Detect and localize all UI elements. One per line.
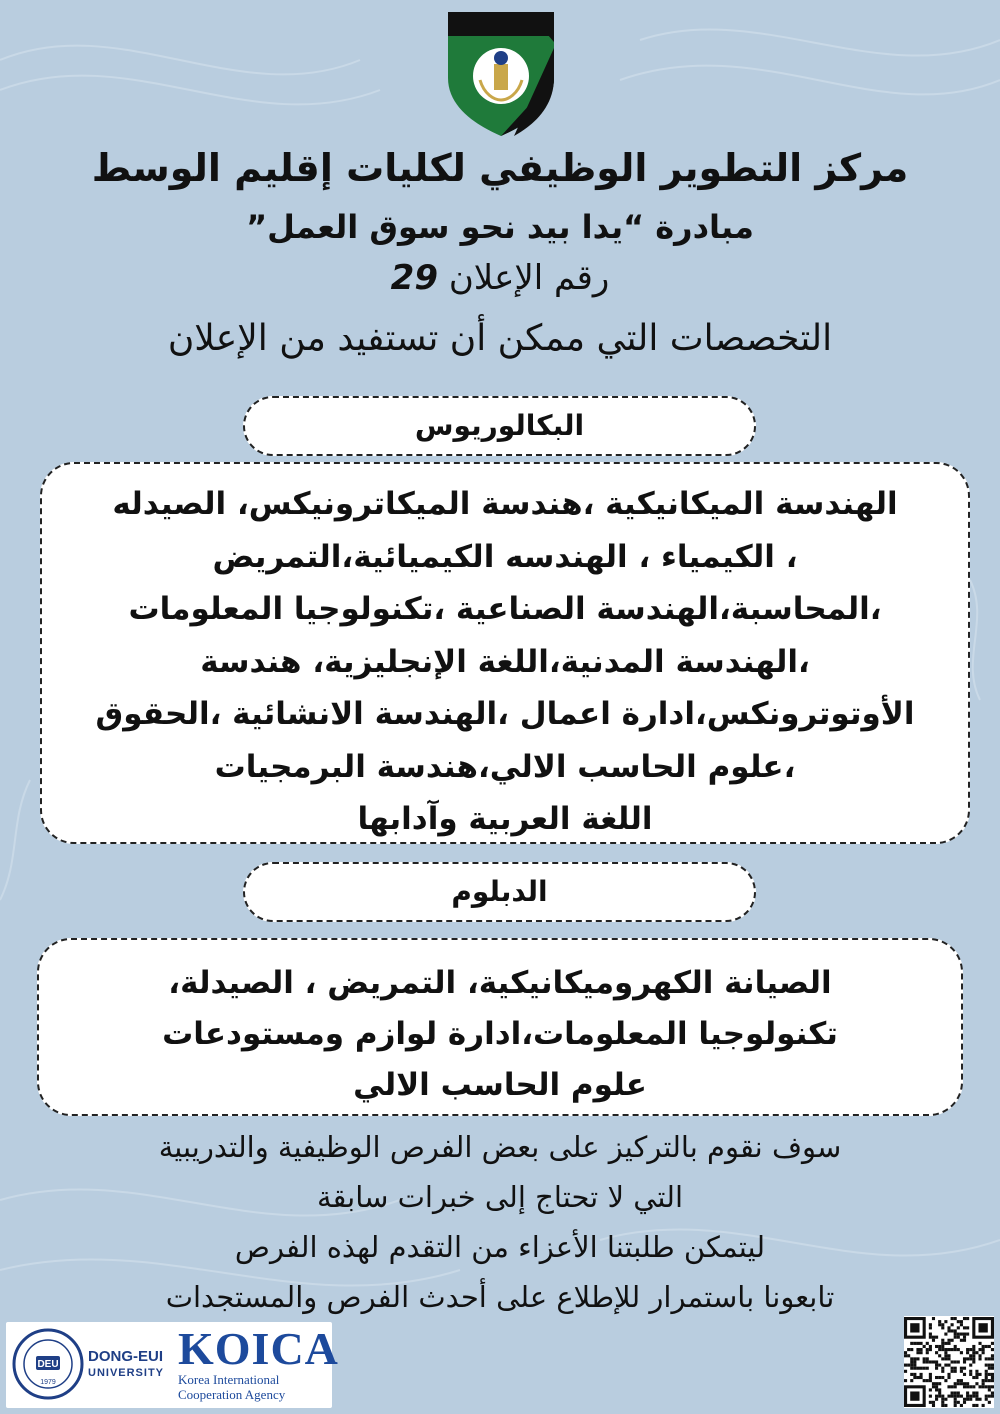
partner-logos bbox=[6, 1322, 339, 1408]
bachelor-line: الأوتوترونكس،ادارة اعمال ،الهندسة الانشائية ،الحقوق bbox=[95, 696, 915, 732]
diploma-line: علوم الحاسب الالي bbox=[353, 1067, 647, 1103]
footer-line: التي لا تحتاج إلى خبرات سابقة bbox=[316, 1180, 684, 1214]
diploma-line: تكنولوجيا المعلومات،ادارة لوازم ومستودعات bbox=[162, 1016, 838, 1052]
koica-subtitle bbox=[178, 1372, 285, 1402]
qr-code-icon[interactable] bbox=[904, 1316, 994, 1408]
footer-message bbox=[0, 1122, 1000, 1322]
bachelor-line: اللغة العربية وآدابها bbox=[357, 801, 653, 837]
bachelor-line: ،علوم الحاسب الالي،هندسة البرمجيات bbox=[214, 748, 796, 785]
footer-line: ليتمكن طلبتنا الأعزاء من التقدم لهذه الفرص bbox=[234, 1230, 766, 1264]
deu-seal-year: 1979 bbox=[40, 1379, 56, 1386]
dong-eui-university-name bbox=[88, 1348, 164, 1382]
initiative-title: مبادرة “يدا بيد نحو سوق العمل” bbox=[246, 208, 754, 246]
deu-line2: UNIVERSITY bbox=[88, 1367, 165, 1379]
bachelor-line: ،الهندسة المدنية،اللغة الإنجليزية، هندسة bbox=[200, 643, 810, 680]
university-career-center-logo bbox=[444, 8, 558, 138]
ad-number-value: 29 bbox=[390, 258, 438, 298]
bachelor-label: البكالوريوس bbox=[243, 396, 756, 456]
deu-seal-text: DEU bbox=[37, 1359, 59, 1370]
koica-line1: Korea International bbox=[178, 1372, 280, 1387]
footer-line: تابعونا باستمرار للإطلاع على أحدث الفرص والمستجدات bbox=[165, 1280, 835, 1314]
bachelor-line: الهندسة الميكانيكية ،هندسة الميكاترونيكس، الصيدله bbox=[112, 486, 898, 522]
bachelor-line: ، الكيمياء ، الهندسه الكيميائية،التمريض bbox=[212, 538, 798, 575]
diploma-label: الدبلوم bbox=[243, 862, 756, 922]
koica-logo-text: KOICA bbox=[178, 1323, 339, 1374]
subtitle: التخصصات التي ممكن أن تستفيد من الإعلان bbox=[167, 318, 833, 359]
bachelor-line: ،المحاسبة،الهندسة الصناعية ،تكنولوجيا المعلومات bbox=[128, 591, 882, 627]
shield-logo-icon bbox=[444, 8, 558, 138]
footer-line: سوف نقوم بالتركيز على بعض الفرص الوظيفية والتدريبية bbox=[158, 1130, 842, 1164]
bachelor-majors-box bbox=[40, 462, 970, 844]
deu-line1: DONG-EUI bbox=[88, 1348, 163, 1365]
diploma-majors-box bbox=[37, 938, 963, 1116]
ad-number-label: رقم الإعلان bbox=[448, 258, 610, 298]
ad-number bbox=[0, 258, 1000, 298]
koica-line2: Cooperation Agency bbox=[178, 1387, 286, 1402]
diploma-line: الصيانة الكهروميكانيكية، التمريض ، الصيدلة، bbox=[168, 965, 832, 1001]
dong-eui-seal-icon bbox=[12, 1328, 84, 1400]
page-title: مركز التطوير الوظيفي لكليات إقليم الوسط bbox=[91, 146, 909, 190]
